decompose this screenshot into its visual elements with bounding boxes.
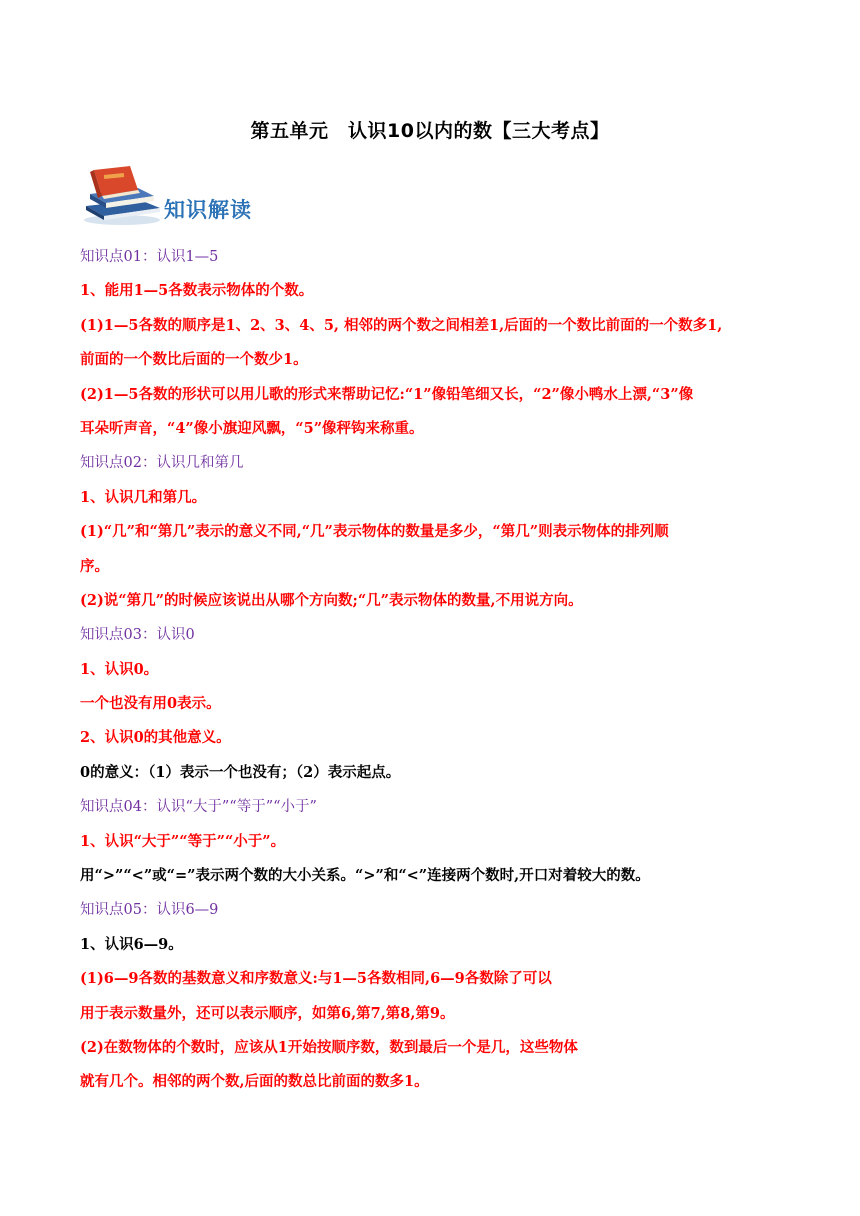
page-title: 第五单元 认识10以内的数【三大考点】 <box>250 120 610 142</box>
section-heading: 知识点05：认识6—9 <box>80 902 219 919</box>
text-line: (1)6—9各数的基数意义和序数意义:与1—5各数相同,6—9各数除了可以 <box>80 970 552 988</box>
text-line: 用“>”“<”或“=”表示两个数的大小关系。“>”和“<”连接两个数时,开口对着较大的数。 <box>80 867 650 885</box>
knowledge-content <box>80 247 785 1107</box>
text-line: 2、认识0的其他意义。 <box>80 729 231 747</box>
text-line: 序。 <box>80 557 109 575</box>
text-line: 1、认识几和第几。 <box>80 488 207 506</box>
text-line: (2)说“第几”的时候应该说出从哪个方向数;“几”表示物体的数量,不用说方向。 <box>80 591 583 609</box>
text-line: (2)1—5各数的形状可以用儿歌的形式来帮助记忆:“1”像铅笔细又长，“2”像小鸭水上漂,“3”像 <box>80 385 694 403</box>
section-heading: 知识点02：认识几和第几 <box>80 455 244 472</box>
text-line: 就有几个。相邻的两个数,后面的数总比前面的数多1。 <box>80 1073 429 1091</box>
text-line: 0的意义：（1）表示一个也没有；（2）表示起点。 <box>80 763 401 781</box>
section-heading: 知识点03：认识0 <box>80 627 195 644</box>
text-line: (2)在数物体的个数时，应该从1开始按顺序数，数到最后一个是几，这些物体 <box>80 1038 578 1056</box>
text-line: 耳朵听声音，“4”像小旗迎风飘，“5”像秤钩来称重。 <box>80 419 424 437</box>
text-line: 一个也没有用0表示。 <box>80 695 221 713</box>
text-line: (1)1—5各数的顺序是1、2、3、4、5, 相邻的两个数之间相差1,后面的一个数比前面的一个数多1, <box>80 316 723 334</box>
text-line: 1、认识0。 <box>80 660 159 678</box>
text-line: 1、认识6—9。 <box>80 935 183 953</box>
knowledge-banner <box>80 162 270 226</box>
text-line: 用于表示数量外，还可以表示顺序，如第6,第7,第8,第9。 <box>80 1004 455 1022</box>
section-heading: 知识点01：认识1—5 <box>80 249 219 265</box>
text-line: (1)“几”和“第几”表示的意义不同,“几”表示物体的数量是多少，“第几”则表示物体的排列顺 <box>80 523 669 541</box>
text-line: 1、能用1—5各数表示物体的个数。 <box>80 282 314 300</box>
text-line: 前面的一个数比后面的一个数少1。 <box>80 351 308 369</box>
books-icon <box>80 162 164 226</box>
text-line: 1、认识“大于”“等于”“小于”。 <box>80 832 286 850</box>
section-heading: 知识点04：认识“大于”“等于”“小于” <box>80 799 317 816</box>
banner-label: 知识解读 <box>164 197 252 222</box>
